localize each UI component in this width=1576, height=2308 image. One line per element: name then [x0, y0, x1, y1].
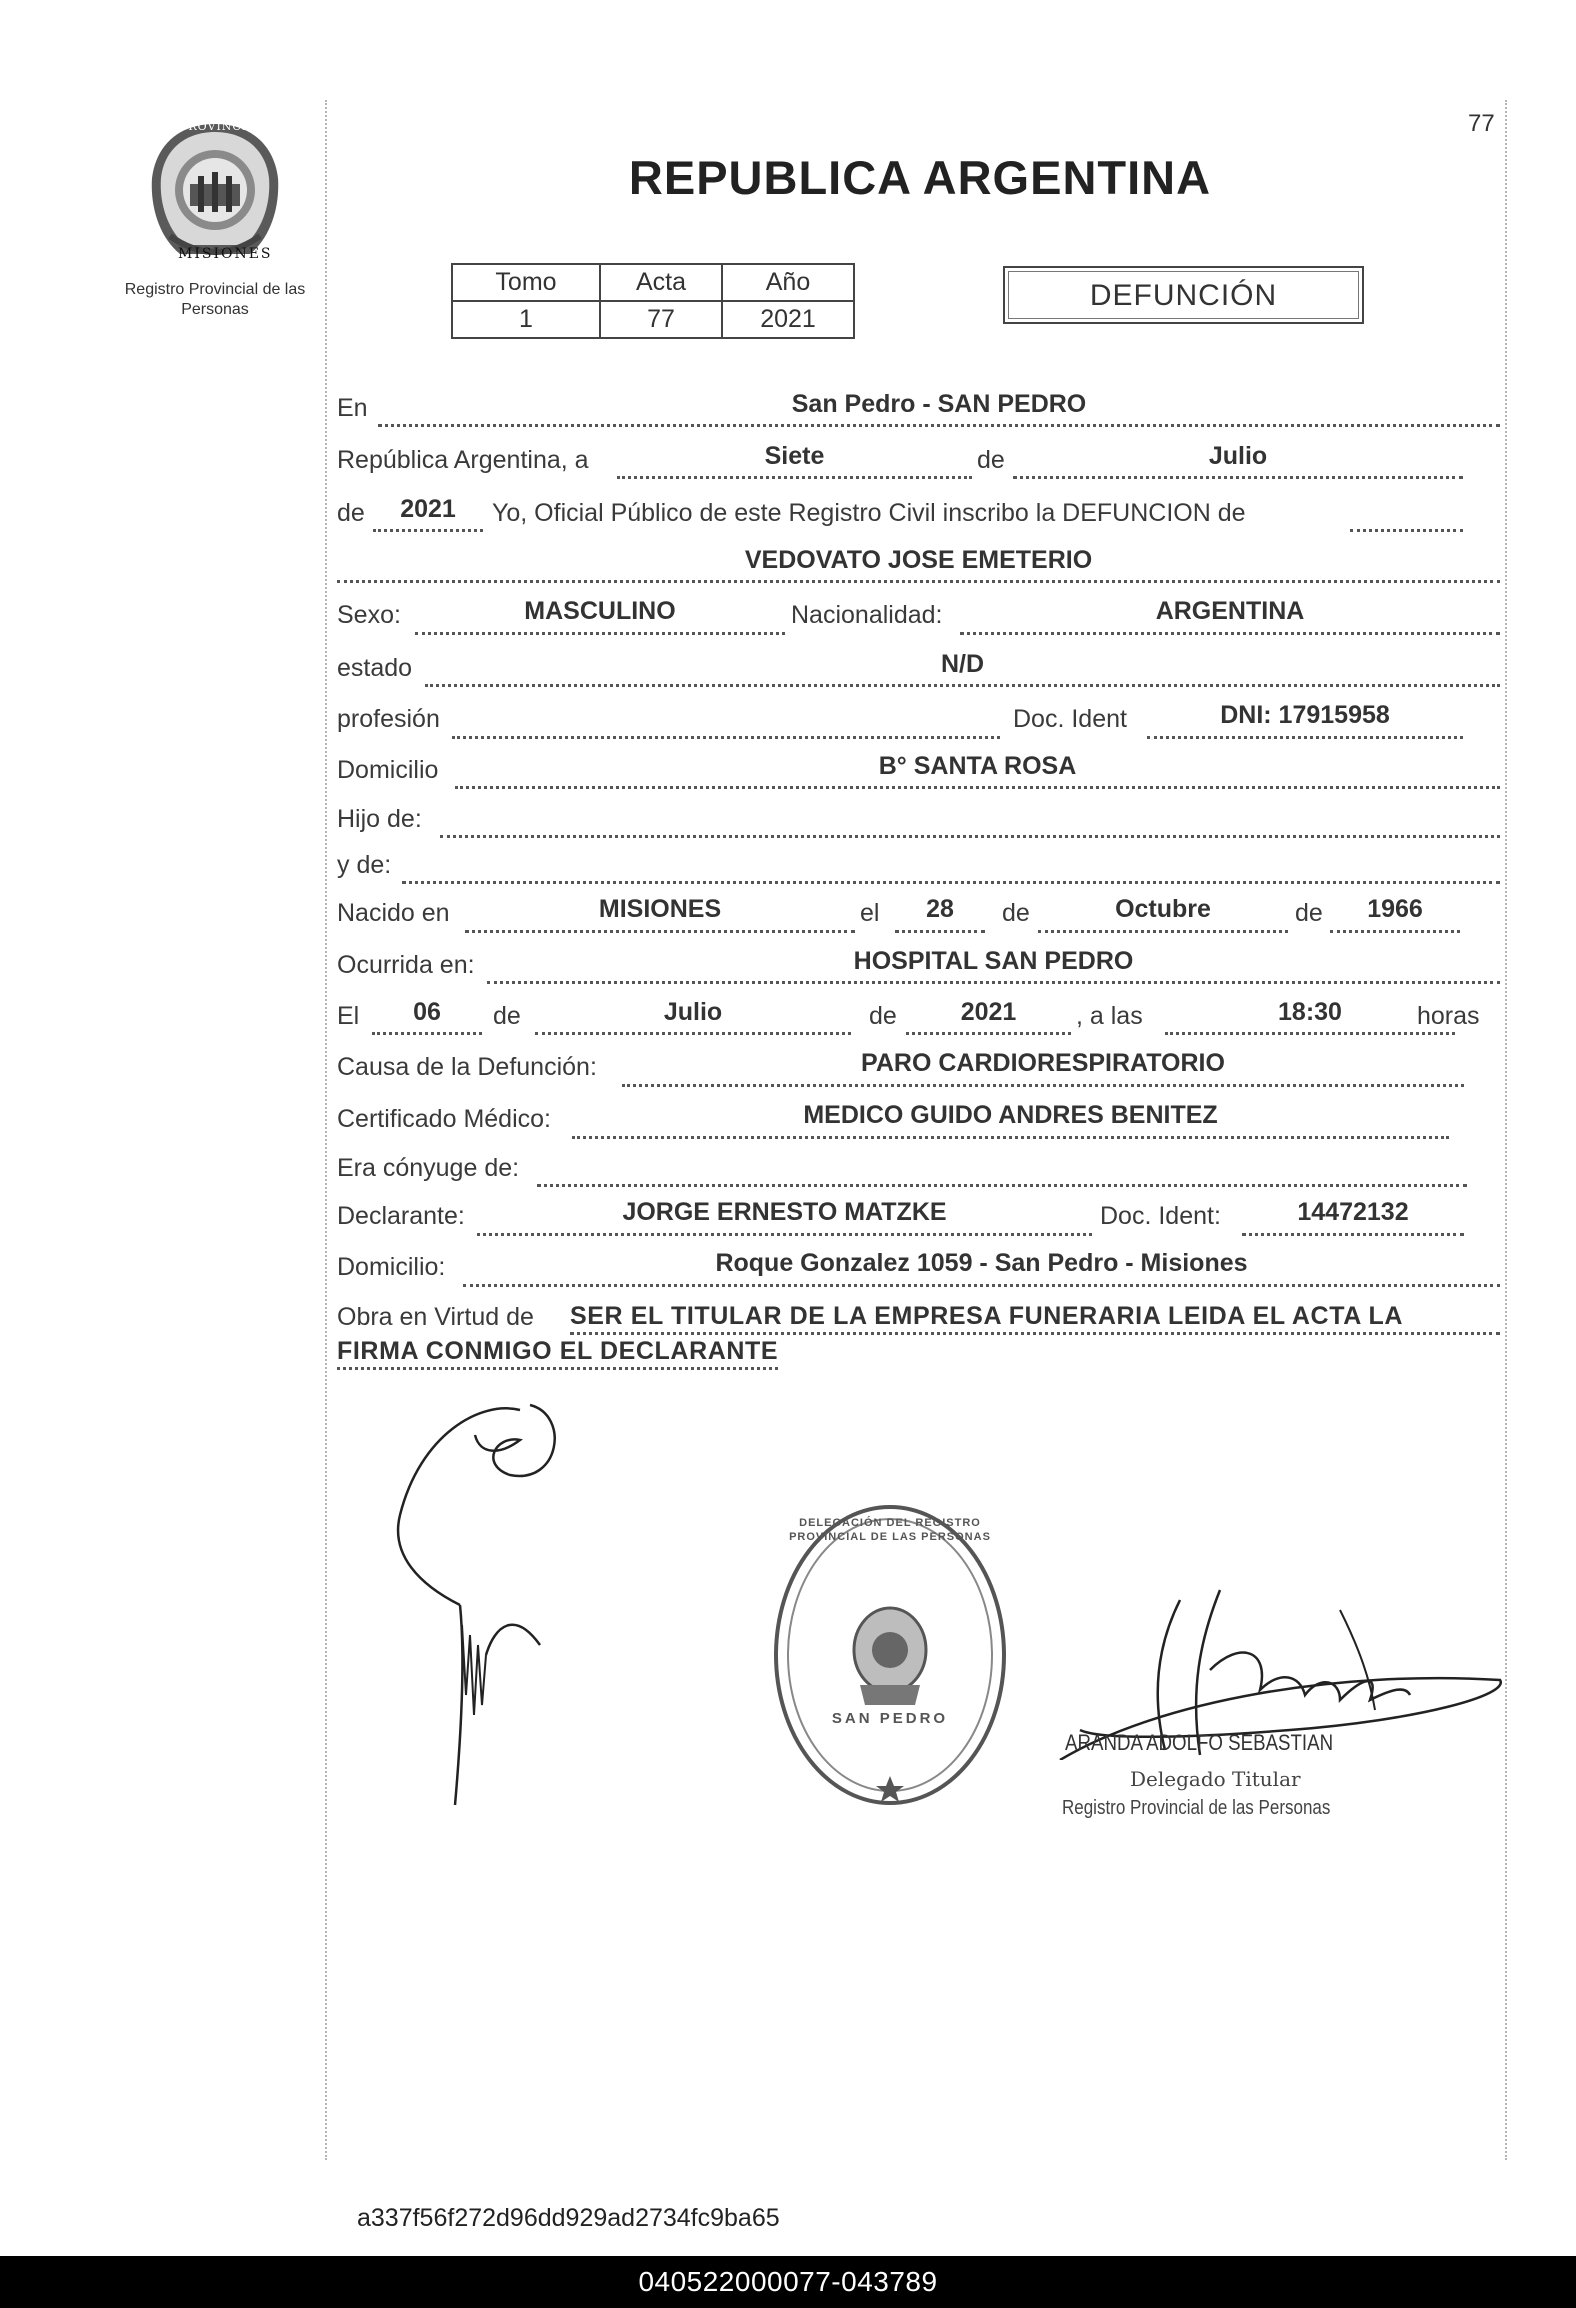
- page-number: 77: [1468, 110, 1495, 137]
- document-title: REPUBLICA ARGENTINA: [628, 151, 1212, 204]
- deceased-name: VEDOVATO JOSE EMETERIO: [744, 546, 1093, 574]
- value-acta: 77: [600, 301, 722, 338]
- obra-label: Obra en Virtud de: [337, 1303, 534, 1331]
- profesion-label: profesión: [337, 705, 440, 733]
- doc-ident2-line: [1242, 1233, 1464, 1236]
- registry-table: [451, 263, 855, 339]
- ocurrida-label: Ocurrida en:: [337, 951, 475, 979]
- de-label-2: de: [337, 499, 365, 527]
- domicilio2-value: Roque Gonzalez 1059 - San Pedro - Misiones: [715, 1249, 1248, 1277]
- el-label: el: [860, 899, 880, 927]
- nombre-line: [337, 580, 1500, 583]
- def-anio-line: [906, 1032, 1071, 1035]
- hijo-de-line: [440, 835, 1500, 838]
- left-margin-line: [325, 100, 327, 2160]
- sexo-label: Sexo:: [337, 601, 401, 629]
- record-type-box: DEFUNCIÓN: [1003, 266, 1364, 324]
- header-anio: Año: [722, 264, 854, 301]
- anio-line: [373, 529, 483, 532]
- nacionalidad-line: [960, 632, 1500, 635]
- hijo-de-label: Hijo de:: [337, 805, 422, 833]
- sexo-value: MASCULINO: [524, 597, 676, 625]
- ocurrida-line: [487, 981, 1500, 984]
- y-de-label: y de:: [337, 851, 392, 879]
- en-label: En: [337, 394, 368, 422]
- de-label-4: de: [1295, 899, 1323, 927]
- doc-ident2-value: 14472132: [1297, 1198, 1409, 1226]
- inscribo-line: [1350, 529, 1463, 532]
- declarante-label: Declarante:: [337, 1202, 465, 1230]
- hora-value: 18:30: [1278, 998, 1342, 1026]
- estado-value: N/D: [940, 650, 985, 678]
- official-role: Delegado Titular: [1130, 1767, 1301, 1791]
- horas-label: horas: [1417, 1002, 1480, 1030]
- anio-value: 2021: [400, 495, 456, 523]
- logo-text-bottom: MISIONES: [178, 246, 273, 262]
- el2-label: El: [337, 1002, 360, 1030]
- nacido-label: Nacido en: [337, 899, 450, 927]
- doc-ident-line: [1147, 736, 1463, 739]
- nacionalidad-value: ARGENTINA: [1155, 597, 1305, 625]
- nac-dia-line: [895, 930, 985, 933]
- nac-mes-value: Octubre: [1115, 895, 1211, 923]
- header-acta: Acta: [600, 264, 722, 301]
- nac-anio-line: [1330, 930, 1460, 933]
- dia-letras-value: Siete: [764, 442, 825, 470]
- republica-label: República Argentina, a: [337, 446, 589, 474]
- certificado-label: Certificado Médico:: [337, 1105, 551, 1133]
- value-tomo: 1: [452, 301, 600, 338]
- lugar-value: San Pedro - SAN PEDRO: [791, 390, 1087, 418]
- def-dia-line: [372, 1032, 482, 1035]
- logo-text-top: PROVINCIA DE: [180, 120, 280, 133]
- document-code-bar: 040522000077-043789: [0, 2256, 1576, 2308]
- estado-line: [425, 684, 1500, 687]
- certificado-line: [572, 1136, 1449, 1139]
- official-stamp: [770, 1500, 1010, 1810]
- def-mes-line: [535, 1032, 851, 1035]
- profesion-line: [452, 736, 1000, 739]
- domicilio2-label: Domicilio:: [337, 1253, 446, 1281]
- inscribo-text: Yo, Oficial Público de este Registro Civil inscribo la DEFUNCION de: [492, 499, 1246, 527]
- province-coat-of-arms-logo: [140, 118, 290, 268]
- logo-caption: Registro Provincial de las Personas: [124, 281, 306, 318]
- declarante-line: [477, 1233, 1092, 1236]
- certificado-value: MEDICO GUIDO ANDRES BENITEZ: [803, 1101, 1218, 1129]
- domicilio2-line: [463, 1284, 1500, 1287]
- stamp-inner-text: SAN PEDRO: [831, 1710, 949, 1727]
- conyuge-label: Era cónyuge de:: [337, 1154, 520, 1182]
- causa-label: Causa de la Defunción:: [337, 1053, 597, 1081]
- domicilio-label: Domicilio: [337, 756, 439, 784]
- nac-mes-line: [1038, 930, 1288, 933]
- alas-label: , a las: [1076, 1002, 1143, 1030]
- conyuge-line: [537, 1184, 1467, 1187]
- estado-label: estado: [337, 654, 413, 682]
- de-label-1: de: [977, 446, 1005, 474]
- def-anio-value: 2021: [960, 998, 1017, 1026]
- hora-line: [1165, 1032, 1455, 1035]
- official-name: ARANDA ADOLFO SEBASTIAN: [1065, 1730, 1334, 1755]
- header-tomo: Tomo: [452, 264, 600, 301]
- doc-ident-value: DNI: 17915958: [1220, 701, 1390, 729]
- ocurrida-value: HOSPITAL SAN PEDRO: [853, 947, 1134, 975]
- document-hash: a337f56f272d96dd929ad2734fc9ba65: [357, 2204, 780, 2232]
- sexo-line: [415, 632, 785, 635]
- nac-dia-value: 28: [926, 895, 954, 923]
- def-mes-value: Julio: [663, 998, 723, 1026]
- value-anio: 2021: [722, 301, 854, 338]
- doc-ident-label: Doc. Ident: [1013, 705, 1127, 733]
- declarant-signature: [380, 1395, 580, 1815]
- def-dia-value: 06: [413, 998, 441, 1026]
- nacionalidad-label: Nacionalidad:: [791, 601, 943, 629]
- lugar-line: [378, 424, 1500, 427]
- mes-value: Julio: [1208, 442, 1268, 470]
- causa-line: [622, 1084, 1464, 1087]
- declarante-value: JORGE ERNESTO MATZKE: [622, 1198, 947, 1226]
- dia-line: [617, 476, 972, 479]
- stamp-ring-text: DELEGACIÓN DEL REGISTRO PROVINCIAL DE LAS PERSONAS: [789, 1517, 991, 1543]
- obra-line-1: SER EL TITULAR DE LA EMPRESA FUNERARIA LEIDA EL ACTA LA: [570, 1300, 1500, 1335]
- nac-anio-value: 1966: [1367, 895, 1423, 923]
- obra-line-2: FIRMA CONMIGO EL DECLARANTE: [337, 1335, 778, 1370]
- domicilio-line: [455, 786, 1500, 789]
- nacido-en-line: [465, 930, 855, 933]
- causa-value: PARO CARDIORESPIRATORIO: [861, 1049, 1225, 1077]
- domicilio-value: B° SANTA ROSA: [878, 752, 1077, 780]
- y-de-line: [402, 881, 1500, 884]
- official-office: Registro Provincial de las Personas: [1062, 1797, 1331, 1819]
- nacido-en-value: MISIONES: [598, 895, 722, 923]
- doc-ident2-label: Doc. Ident:: [1100, 1202, 1221, 1230]
- mes-line: [1013, 476, 1463, 479]
- right-margin-line: [1505, 100, 1507, 2160]
- de-label-5: de: [493, 1002, 521, 1030]
- de-label-6: de: [869, 1002, 897, 1030]
- de-label-3: de: [1002, 899, 1030, 927]
